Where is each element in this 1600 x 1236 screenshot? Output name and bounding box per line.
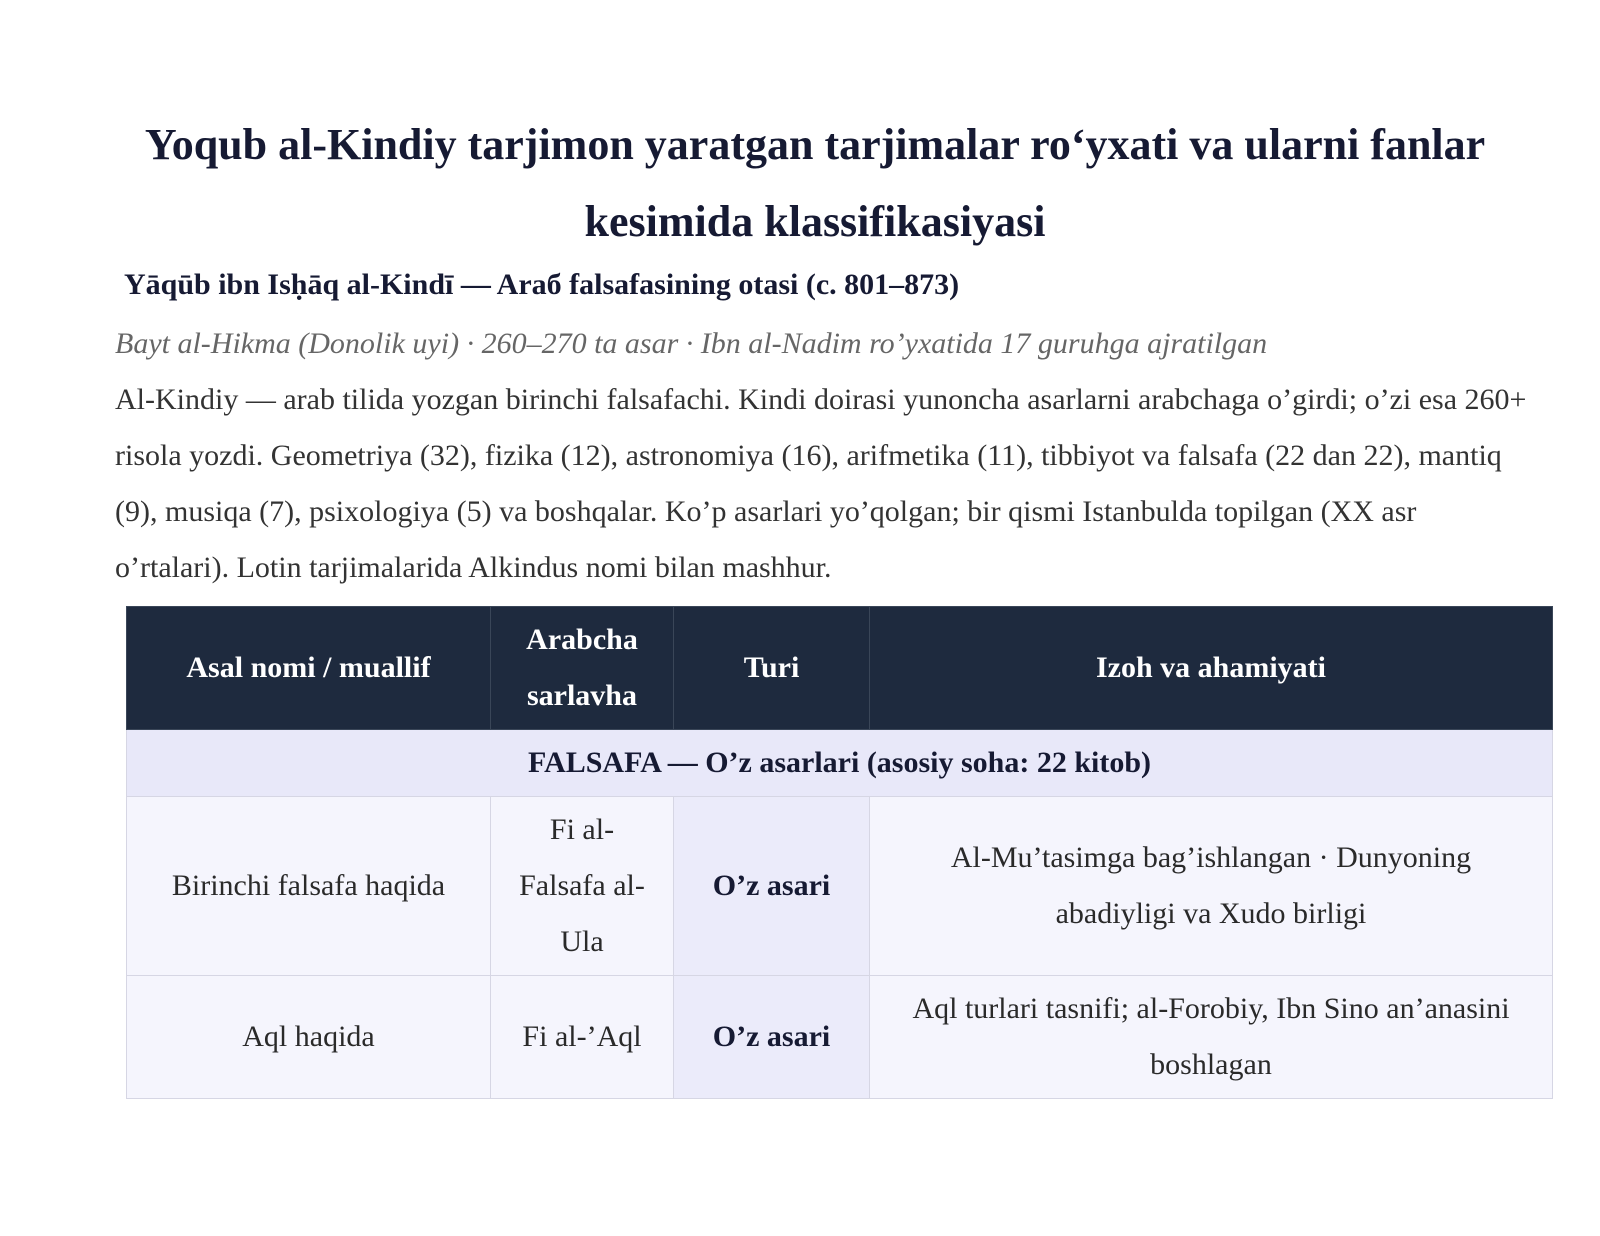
- table-row: [127, 976, 1553, 1099]
- header-type: Turi: [674, 607, 870, 730]
- cell-note: Al-Mu’tasimga bag’ishlangan · Dunyoning abadiyligi va Xudo birligi: [870, 797, 1553, 976]
- cell-name: Birinchi falsafa haqida: [127, 797, 491, 976]
- works-table: [126, 606, 1553, 1099]
- table-row: [127, 797, 1553, 976]
- meta-line: Bayt al-Hikma (Donolik uyi) · 260–270 ta asar · Ibn al-Nadim ro’yxatida 17 guruhga ajratilgan: [115, 327, 1268, 360]
- table-header-row: [127, 607, 1553, 730]
- cell-name: Aql haqida: [127, 976, 491, 1099]
- header-note: Izoh va ahamiyati: [870, 607, 1553, 730]
- cell-arabic-title: Fi al-Falsafa al-Ula: [491, 797, 674, 976]
- cell-note: Aql turlari tasnifi; al-Forobiy, Ibn Sino an’anasini boshlagan: [870, 976, 1553, 1099]
- section-row-falsafa: [127, 730, 1553, 797]
- cell-type: O’z asari: [674, 797, 870, 976]
- page-title: Yoqub al-Kindiy tarjimon yaratgan tarjimalar roʻyxati va ularni fanlar kesimida klassifikasiyasi: [144, 120, 1486, 246]
- header-arabic-title: Arabcha sarlavha: [491, 607, 674, 730]
- cell-arabic-title: Fi al-’Aql: [491, 976, 674, 1099]
- section-label: FALSAFA — O’z asarlari (asosiy soha: 22 kitob): [127, 730, 1553, 797]
- header-name: Asal nomi / muallif: [127, 607, 491, 730]
- intro-paragraph: Al-Kindiy — arab tilida yozgan birinchi falsafachi. Kindi doirasi yunoncha asarlarni arabchaga o’girdi; o’zi esa 260+ risola yozdi. Geometriya (32), fizika (12), astronomiya (16), arifmetika (11), tibbiyot va falsafa (22 dan 22), mantiq (9), musiqa (7), psixologiya (5) va boshqalar. Ko’p asarlari yo’qolgan; bir qismi Istanbulda topilgan (XX asr o’rtalari). Lotin tarjimalarida Alkindus nomi bilan mashhur.: [115, 383, 1527, 584]
- cell-type: O’z asari: [674, 976, 870, 1099]
- page-subtitle: Yāqūb ibn Isḥāq al-Kindī — Arаб falsafasining otasi (c. 801–873): [124, 268, 960, 301]
